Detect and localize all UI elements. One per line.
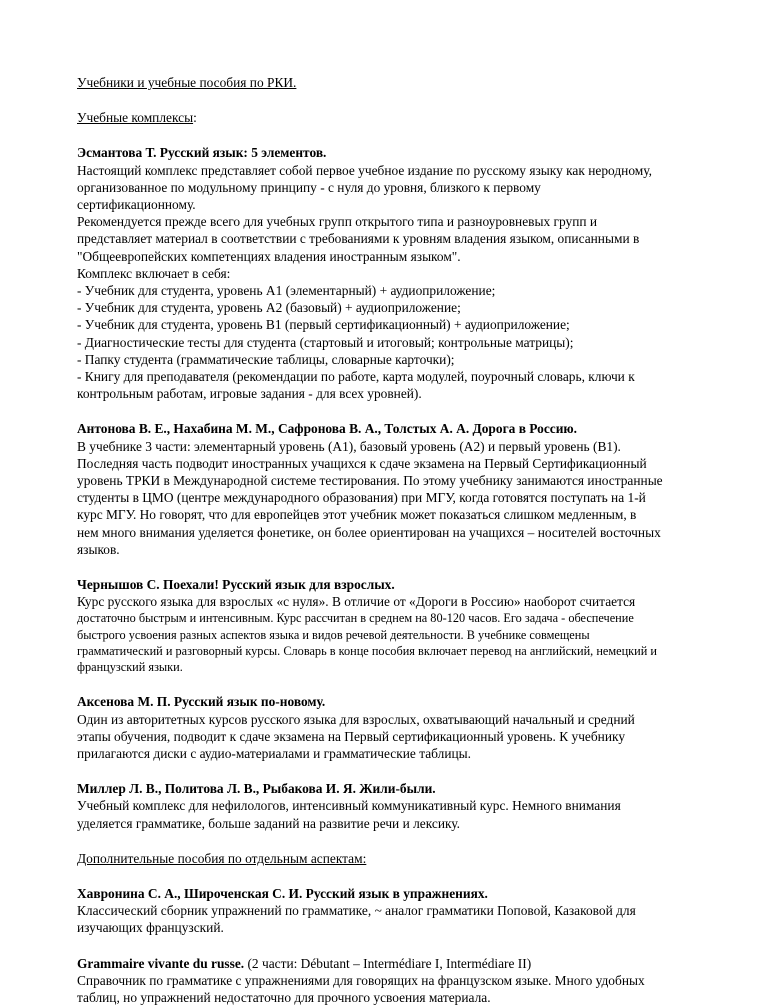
text-line: - Учебник для студента, уровень А2 (базовый) + аудиоприложение;: [77, 300, 461, 316]
entry-title: Чернышов С. Поехали! Русский язык для взрослых.: [77, 577, 395, 593]
entry-body: [77, 711, 708, 763]
text-line: В учебнике 3 части: элементарный уровень (А1), базовый уровень (А2) и первый уровень (В1).: [77, 438, 621, 454]
entry-grammaire: [77, 955, 708, 1006]
text-line: Справочник по грамматике с упражнениями для говорящих на французском языке. Много удобных: [77, 972, 645, 988]
entry-body: [77, 593, 708, 610]
entry-title: Эсмантова Т. Русский язык: 5 элементов.: [77, 145, 327, 161]
text-line: Один из авторитетных курсов русского языка для взрослых, охватывающий начальный и средний: [77, 711, 635, 727]
text-line: курс МГУ. Но говорят, что для европейцев этот учебник может показаться слишком медленным, в: [77, 507, 637, 523]
text-line: уделяется грамматике, больше заданий на развитие речи и лексику.: [77, 815, 461, 831]
entry-body: [77, 972, 708, 1006]
entry-body: [77, 797, 708, 831]
entry-khavronina: [77, 885, 708, 937]
text-line: этапы обучения, подводит к сдаче экзамена на Первый сертификационный уровень. К учебнику: [77, 728, 626, 744]
entry-title: Хавронина С. А., Широченская С. И. Русский язык в упражнениях.: [77, 885, 488, 901]
entry-body-small: [77, 610, 708, 675]
text-line: Комплекс включает в себя:: [77, 265, 231, 281]
text-line: Последняя часть подводит иностранных учащихся к сдаче экзамена на Первый Сертификационный: [77, 455, 647, 471]
text-line: языков.: [77, 541, 120, 557]
text-line: грамматический и разговорный курсы. Словарь в конце пособия включает перевод на английский, немецкий и: [77, 643, 657, 658]
text-line: представляет материал в соответствии с требованиями к уровням владения языком, описанными в: [77, 231, 640, 247]
entry-title: Аксенова М. П. Русский язык по-новому.: [77, 694, 326, 710]
text-line: - Книгу для преподавателя (рекомендации по работе, карта модулей, поурочный словарь, ключи к: [77, 369, 635, 385]
entry-body: [77, 438, 708, 558]
text-line: нем много внимания уделяется фонетике, он более ориентирован на учащихся – носителей восточных: [77, 524, 661, 540]
entry-aksenova: [77, 693, 708, 762]
entry-title: Антонова В. Е., Нахабина М. М., Сафронова В. А., Толстых А. А. Дорога в Россию.: [77, 421, 577, 437]
text-line: Учебный комплекс для нефилологов, интенсивный коммуникативный курс. Немного внимания: [77, 798, 621, 814]
entry-chernyshov: [77, 576, 708, 675]
entry-title: Grammaire vivante du russe.: [77, 955, 245, 971]
entry-antonova: [77, 420, 708, 558]
text-line: быстрого усвоения разных аспектов языка и видов речевой деятельности. В учебнике совмещены: [77, 627, 590, 642]
entry-title-line: [77, 955, 708, 972]
text-line: контрольным работам, игровые задания - для всех уровней).: [77, 386, 422, 402]
text-line: достаточно быстрым и интенсивным. Курс рассчитан в среднем на 80-120 часов. Его задача - обеспечение: [77, 611, 634, 626]
text-line: изучающих французский.: [77, 920, 224, 936]
text-line: таблиц, но упражнений недостаточно для прочного усвоения материала.: [77, 989, 491, 1005]
text-line: - Диагностические тесты для студента (стартовый и итоговый; контрольные матрицы);: [77, 334, 574, 350]
text-line: - Учебник для студента, уровень В1 (первый сертификационный) + аудиоприложение;: [77, 317, 570, 333]
document-title: Учебники и учебные пособия по РКИ.: [77, 75, 297, 90]
text-line: студенты в ЦМО (центре международного образования) при МГУ, когда готовятся поступать на 1-й: [77, 490, 646, 506]
text-line: уровень ТРКИ в Международной системе тестирования. По этому учебнику занимаются иностранные: [77, 473, 663, 489]
section-heading-additional: Дополнительные пособия по отдельным аспектам:: [77, 850, 367, 866]
text-line: Классический сборник упражнений по грамматике, ~ аналог грамматики Поповой, Казаковой для: [77, 903, 636, 919]
text-line: Курс русского языка для взрослых «с нуля». В отличие от «Дороги в Россию» наоборот считается: [77, 594, 636, 610]
text-line: Рекомендуется прежде всего для учебных групп открытого типа и разноуровневых групп и: [77, 214, 598, 230]
section-heading-colon: :: [193, 110, 197, 126]
text-line: - Учебник для студента, уровень А1 (элементарный) + аудиоприложение;: [77, 283, 496, 299]
entry-body: [77, 902, 708, 936]
text-line: "Общеевропейских компетенциях владения иностранным языком".: [77, 248, 461, 264]
entry-title: Миллер Л. В., Политова Л. В., Рыбакова И. Я. Жили-были.: [77, 781, 436, 797]
text-line: организованное по модульному принципу - с нуля до уровня, близкого к первому: [77, 179, 541, 195]
entry-body: [77, 162, 708, 403]
text-line: сертификационному.: [77, 197, 196, 213]
text-line: - Папку студента (грамматические таблицы, словарные карточки);: [77, 351, 455, 367]
text-line: прилагаются диски с аудио-материалами и грамматические таблицы.: [77, 745, 472, 761]
entry-miller: [77, 780, 708, 832]
text-line: французский языки.: [77, 660, 183, 675]
entry-esmantova: [77, 144, 708, 402]
entry-subtitle: (2 части: Débutant – Intermédiare I, Intermédiare II): [244, 955, 532, 971]
section-heading-complexes: [77, 109, 708, 126]
section-heading-text: Учебные комплексы: [77, 110, 194, 126]
text-line: Настоящий комплекс представляет собой первое учебное издание по русскому языку как неродному,: [77, 162, 652, 178]
